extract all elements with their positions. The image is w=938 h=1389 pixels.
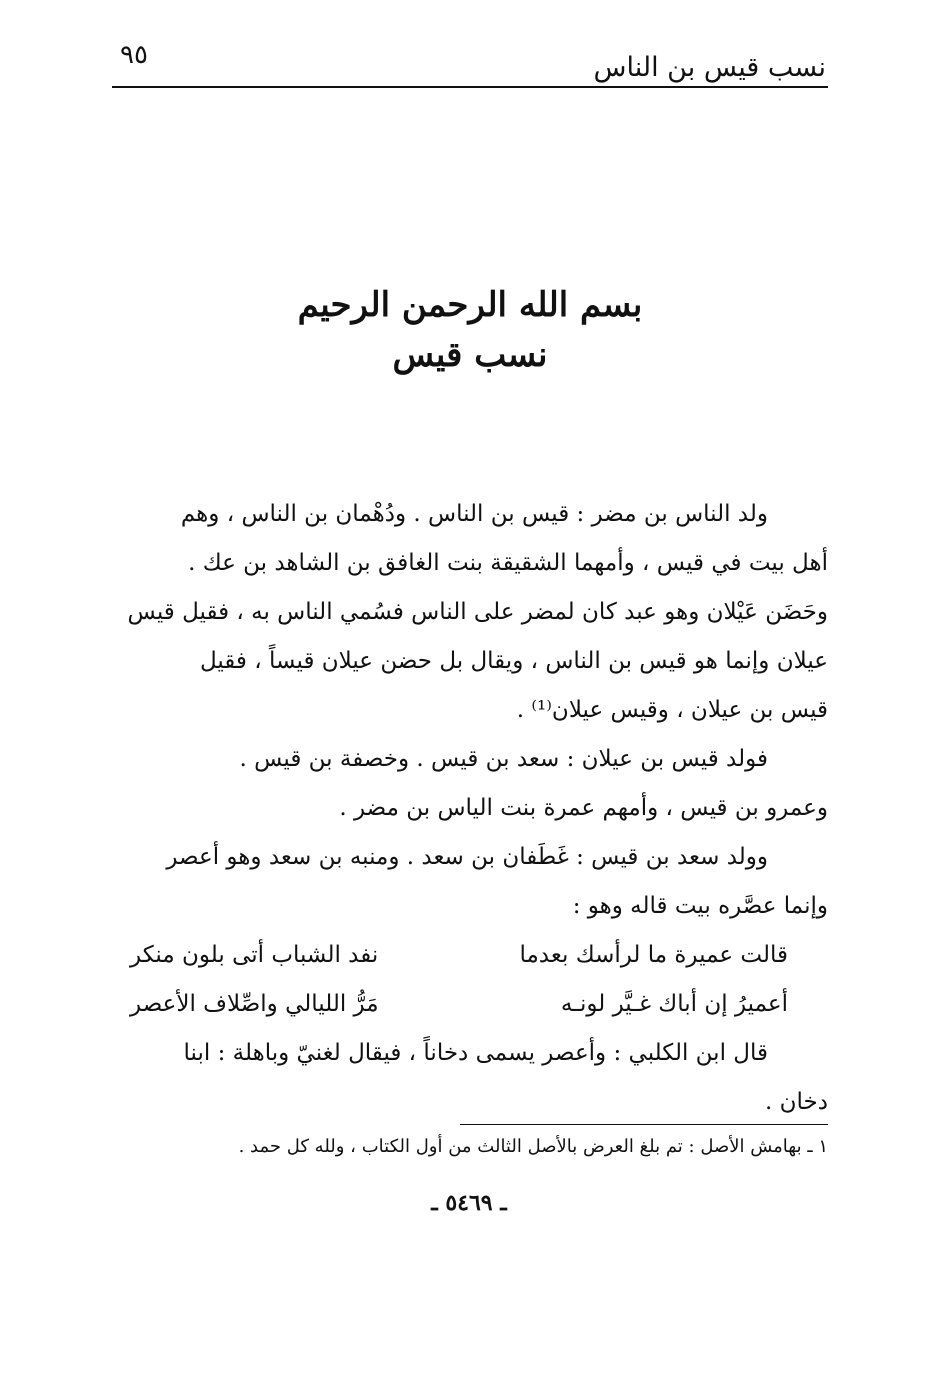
text-line: قيس بن عيلان ، وقيس عيلان⁽¹⁾ . — [516, 697, 828, 723]
verse-first-hemistich: قالت عميرة ما لرأسك بعدما — [519, 942, 788, 968]
verse-line — [100, 931, 828, 980]
text-line: وولد سعد بن قيس : غَطَفان بن سعد . ومنبه بن سعد وهو أعصر — [166, 844, 768, 870]
basmala-heading: بسم الله الرحمن الرحيم — [297, 285, 643, 325]
page-number: ٩٥ — [120, 40, 148, 70]
text-line: ولد الناس بن مضر : قيس بن الناس . ودُهْمان بن الناس ، وهم — [180, 501, 768, 527]
running-title: نسب قيس بن الناس — [593, 52, 826, 83]
chapter-title: نسب قيس — [392, 335, 548, 375]
footnote-rule — [460, 1124, 828, 1125]
text-line: عيلان وإنما هو قيس بن الناس ، ويقال بل حضن عيلان قيساً ، فقيل — [199, 648, 828, 674]
verse-line — [100, 980, 828, 1029]
verse-second-hemistich: مَرُّ الليالي واصِّلاف الأعصر — [130, 991, 379, 1017]
text-line: قال ابن الكلبي : وأعصر يسمى دخاناً ، فيقال لغنيّ وباهلة : ابنا — [183, 1040, 768, 1066]
text-line: وإنما عصَّره بيت قاله وهو : — [572, 893, 828, 919]
text-line: دخان . — [765, 1089, 828, 1115]
text-line: وعمرو بن قيس ، وأمهم عمرة بنت الياس بن مضر . — [339, 795, 828, 821]
footnote: ١ ـ بهامش الأصل : تم بلغ العرض بالأصل الثالث من أول الكتاب ، ولله كل حمد . — [238, 1136, 828, 1157]
text-line: فولد قيس بن عيلان : سعد بن قيس . وخصفة بن قيس . — [239, 746, 768, 772]
text-line: أهل بيت في قيس ، وأمهما الشقيقة بنت الغافق بن الشاهد بن عك . — [188, 550, 828, 576]
verse-second-hemistich: نفد الشباب أتى بلون منكر — [130, 942, 379, 968]
folio-number: ـ ٥٤٦٩ ـ — [431, 1190, 507, 1216]
verse-first-hemistich: أعميرُ إن أباك غـيَّر لونـه — [560, 991, 788, 1017]
text-line: وحَضَن عَيْلان وهو عبد كان لمضر على الناس فسُمي الناس به ، فقيل قيس — [127, 599, 828, 625]
chapter-title-block — [112, 280, 828, 380]
header-rule — [112, 86, 828, 88]
main-text — [100, 490, 828, 1127]
